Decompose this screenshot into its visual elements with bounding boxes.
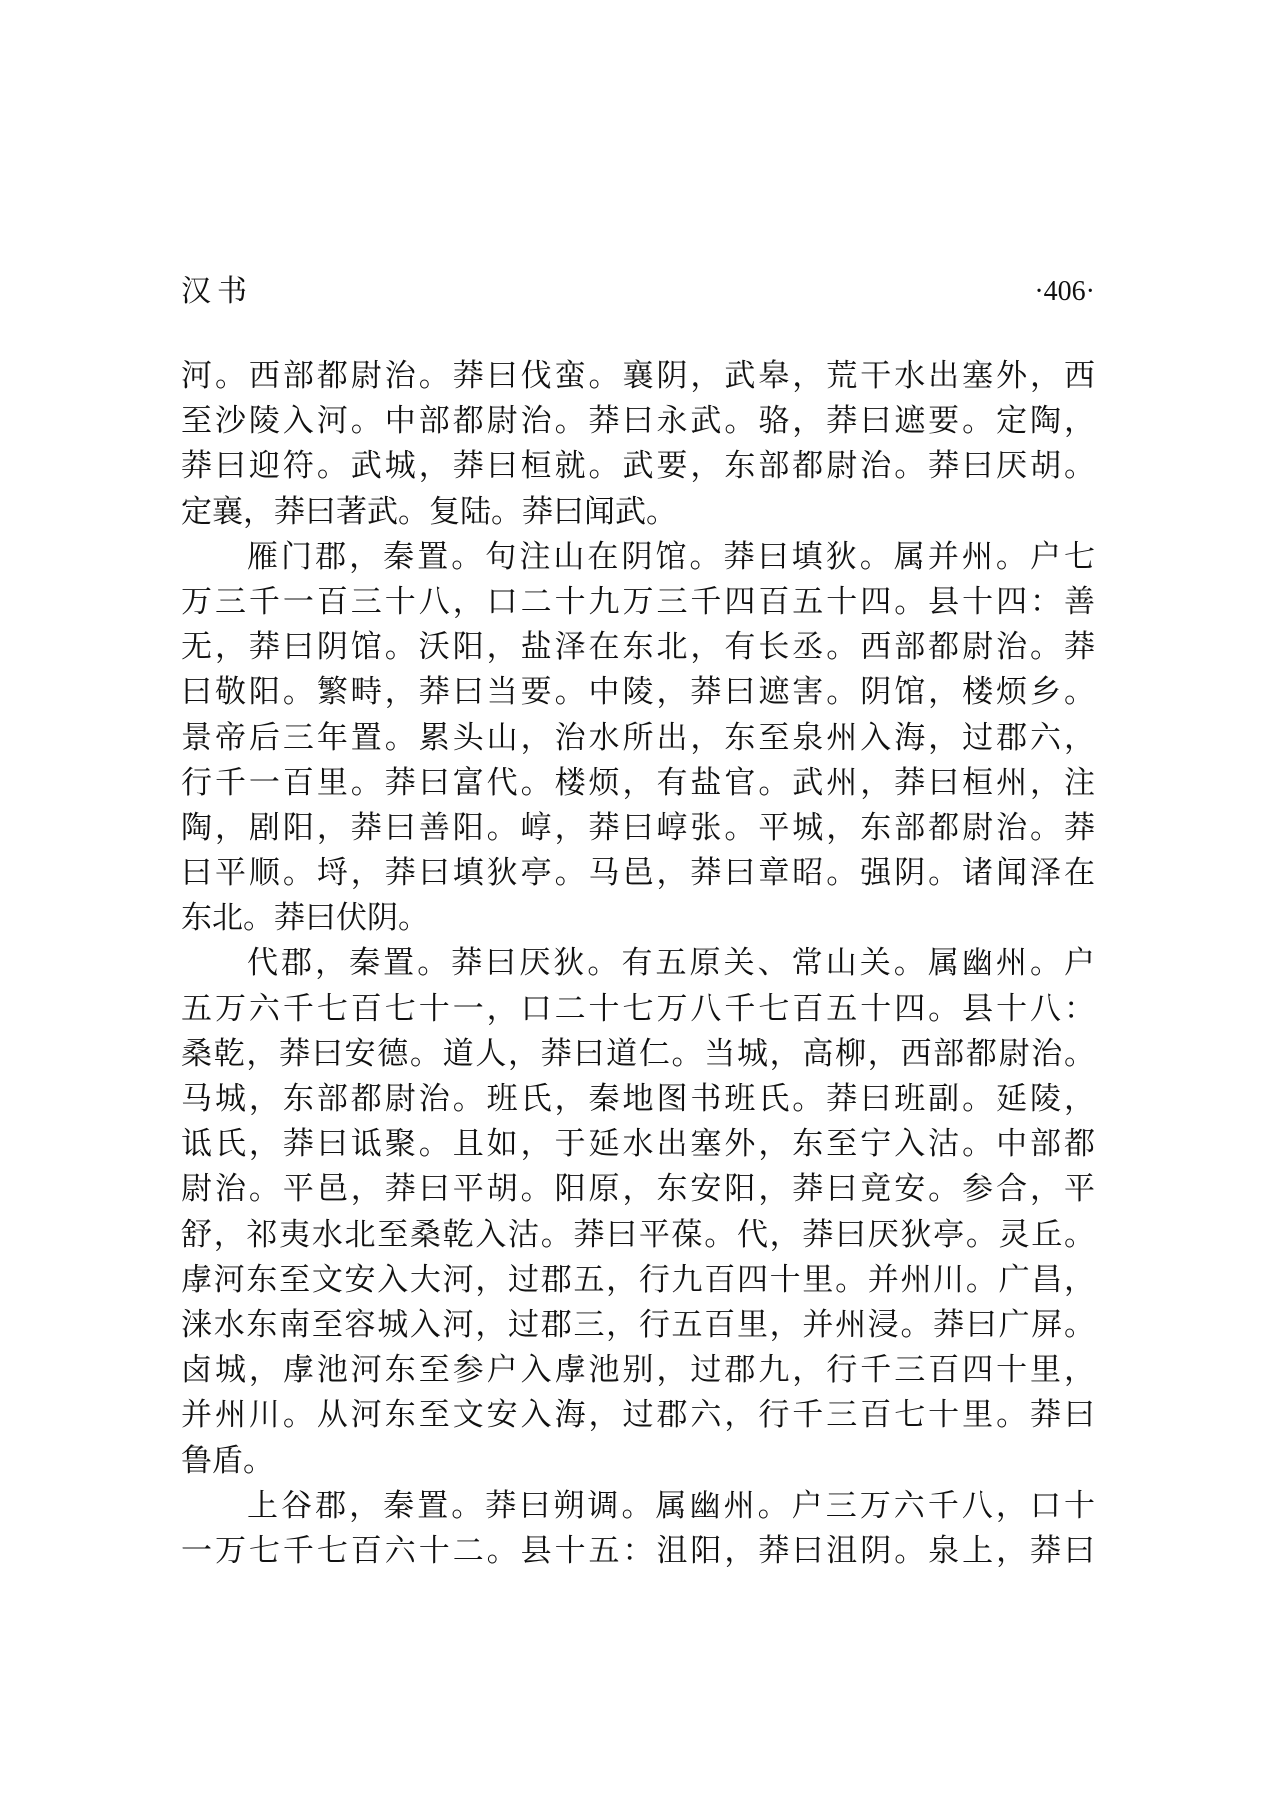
text-line: 曰敬阳。繁畤，莽曰当要。中陵，莽曰遮害。阴馆，楼烦乡。	[181, 674, 1095, 711]
book-title: 汉书	[181, 274, 253, 309]
text-line: 尉治。平邑，莽曰平胡。阳原，东安阳，莽曰竟安。参合，平	[181, 1171, 1095, 1208]
text-line: 景帝后三年置。累头山，治水所出，东至泉州入海，过郡六，	[181, 719, 1095, 756]
text-line: 曰平顺。埒，莽曰填狄亭。马邑，莽曰章昭。强阴。诸闻泽在	[181, 855, 1095, 892]
text-line: 代郡，秦置。莽曰厌狄。有五原关、常山关。属幽州。户	[247, 945, 1095, 982]
text-line: 行千一百里。莽曰富代。楼烦，有盐官。武州，莽曰桓州，注	[181, 764, 1095, 801]
page-header	[181, 272, 1095, 312]
text-line: 虖河东至文安入大河，过郡五，行九百四十里。并州川。广昌，	[181, 1261, 1095, 1298]
text-body	[181, 354, 1095, 1574]
text-line: 诋氏，莽曰诋聚。且如，于延水出塞外，东至宁入沽。中部都	[181, 1126, 1095, 1163]
text-line: 陶，剧阳，莽曰善阳。崞，莽曰崞张。平城，东部都尉治。莽	[181, 809, 1095, 846]
text-line: 河。西部都尉治。莽曰伐蛮。襄阴，武皋，荒干水出塞外，西	[181, 358, 1095, 394]
text-line: 五万六千七百七十一，口二十七万八千七百五十四。县十八：	[181, 990, 1095, 1027]
text-line: 上谷郡，秦置。莽曰朔调。属幽州。户三万六千八，口十	[247, 1487, 1095, 1524]
text-line: 一万七千七百六十二。县十五：沮阳，莽曰沮阴。泉上，莽曰	[181, 1532, 1095, 1569]
text-line: 至沙陵入河。中部都尉治。莽曰永武。骆，莽曰遮要。定陶，	[181, 403, 1095, 440]
text-line: 万三千一百三十八，口二十九万三千四百五十四。县十四：善	[181, 583, 1095, 620]
text-line: 莽曰迎符。武城，莽曰桓就。武要，东部都尉治。莽曰厌胡。	[181, 448, 1095, 485]
text-line: 马城，东部都尉治。班氏，秦地图书班氏。莽曰班副。延陵，	[181, 1081, 1095, 1117]
text-line: 舒，祁夷水北至桑乾入沽。莽曰平葆。代，莽曰厌狄亭。灵丘。	[181, 1216, 1095, 1253]
text-line: 卤城，虖池河东至参户入虖池别，过郡九，行千三百四十里，	[181, 1352, 1095, 1389]
text-line: 并州川。从河东至文安入海，过郡六，行千三百七十里。莽曰	[181, 1397, 1095, 1434]
page-number: ·406·	[1034, 276, 1095, 307]
text-line: 无，莽曰阴馆。沃阳，盐泽在东北，有长丞。西部都尉治。莽	[181, 629, 1095, 666]
text-line: 桑乾，莽曰安德。道人，莽曰道仁。当城，高柳，西部都尉治。	[181, 1035, 1095, 1072]
text-line: 雁门郡，秦置。句注山在阴馆。莽曰填狄。属并州。户七	[247, 538, 1095, 575]
text-line: 鲁盾。	[181, 1442, 274, 1479]
text-line: 定襄，莽曰著武。复陆。莽曰闻武。	[181, 493, 677, 530]
text-line: 东北。莽曰伏阴。	[181, 900, 429, 937]
text-line: 涞水东南至容城入河，过郡三，行五百里，并州浸。莽曰广屏。	[181, 1306, 1095, 1343]
